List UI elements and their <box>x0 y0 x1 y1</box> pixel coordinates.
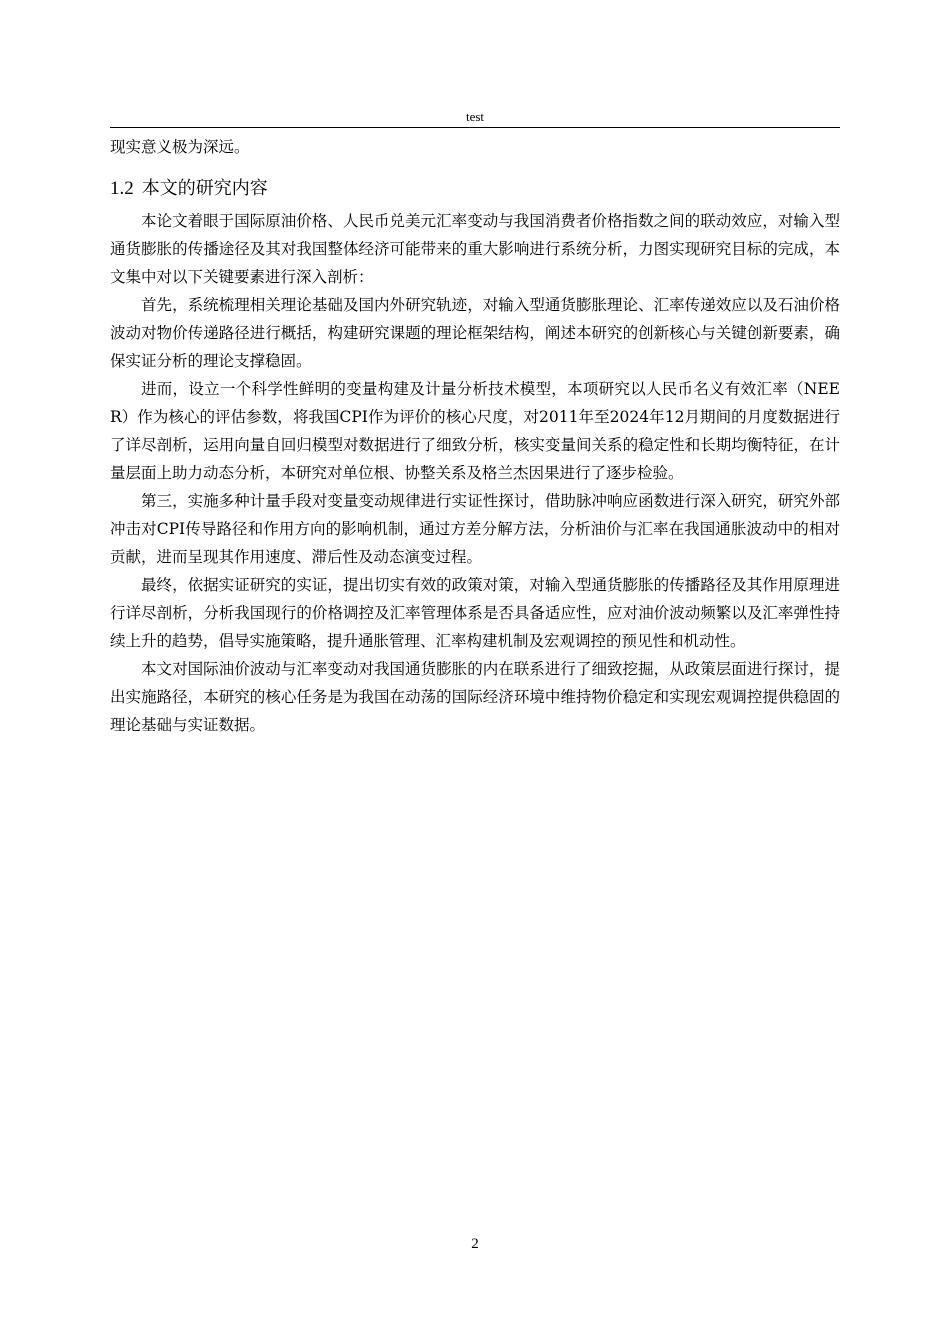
paragraph-final: 最终，依据实证研究的实证，提出切实有效的政策对策，对输入型通货膨胀的传播路径及其作用原理进行详尽剖析，分析我国现行的价格调控及汇率管理体系是否具备适应性，应对油价波动频繁以及汇率弹性持续上升的趋势，倡导实施策略，提升通胀管理、汇率构建机制及宏观调控的预见性和机动性。 <box>110 576 840 650</box>
section-heading <box>110 174 840 204</box>
page-header: test <box>465 109 485 124</box>
paragraph-second: 进而，设立一个科学性鲜明的变量构建及计量分析技术模型，本项研究以人民币名义有效汇率（NEER）作为核心的评估参数，将我国CPI作为评价的核心尺度，对2011年至2024年12月期间的月度数据进行了详尽剖析，运用向量自回归模型对数据进行了细致分析，核实变量间关系的稳定性和长期均衡特征，在计量层面上助力动态分析，本研究对单位根、协整关系及格兰杰因果进行了逐步检验。 <box>110 380 840 482</box>
paragraph-intro: 本论文着眼于国际原油价格、人民币兑美元汇率变动与我国消费者价格指数之间的联动效应，对输入型通货膨胀的传播途径及其对我国整体经济可能带来的重大影响进行系统分析，力图实现研究目标的完成，本文集中对以下关键要素进行深入剖析： <box>110 212 840 286</box>
paragraph-third: 第三，实施多种计量手段对变量变动规律进行实证性探讨，借助脉冲响应函数进行深入研究，研究外部冲击对CPI传导路径和作用方向的影响机制，通过方差分解方法，分析油价与汇率在我国通胀波动中的相对贡献，进而呈现其作用速度、滞后性及动态演变过程。 <box>110 492 840 566</box>
header-rule <box>110 127 840 128</box>
paragraph-first: 首先，系统梳理相关理论基础及国内外研究轨迹，对输入型通货膨胀理论、汇率传递效应以及石油价格波动对物价传递路径进行概括，构建研究课题的理论框架结构，阐述本研究的创新核心与关键创新要素，确保实证分析的理论支撑稳固。 <box>110 296 840 370</box>
continuation-paragraph: 现实意义极为深远。 <box>110 138 250 156</box>
paragraph-summary: 本文对国际油价波动与汇率变动对我国通货膨胀的内在联系进行了细致挖掘，从政策层面进行探讨，提出实施路径，本研究的核心任务是为我国在动荡的国际经济环境中维持物价稳定和实现宏观调控提供稳固的理论基础与实证数据。 <box>110 660 840 734</box>
body-text <box>110 133 840 739</box>
section-number: 1.2 <box>110 178 134 199</box>
section-title: 本文的研究内容 <box>141 178 268 199</box>
page-number: 2 <box>471 1236 479 1252</box>
